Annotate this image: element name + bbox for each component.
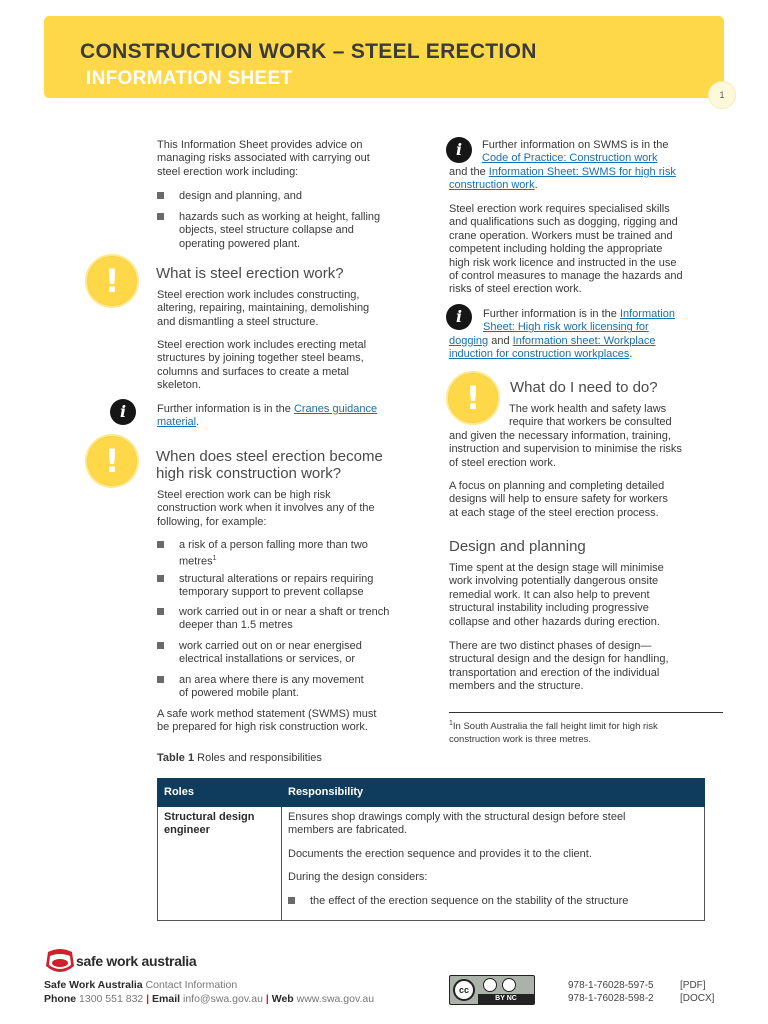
- isbn-pdf: 978-1-76028-597-5 [PDF]: [568, 980, 706, 991]
- swa-logo-icon: [44, 948, 76, 976]
- bullet-square-icon: [157, 676, 164, 683]
- roles-table: [157, 778, 705, 921]
- what-paragraph-1: Steel erection work includes constructing, altering, repairing, maintaining, demolishing and dismantling a steel structure.: [157, 289, 370, 328]
- info-icon: i: [110, 399, 136, 425]
- licensing-info-note: Further information is in the Information Sheet: High risk work licensing for dogging and Information sheet: Workplace induction for construction workplaces.: [449, 308, 675, 361]
- info-icon: i: [446, 137, 472, 163]
- email-link[interactable]: info@swa.gov.au: [182, 993, 263, 1005]
- table-caption: Table 1 Roles and responsibilities: [157, 752, 322, 764]
- list-item: the effect of the erection sequence on the stability of the structure: [288, 895, 698, 908]
- website-link[interactable]: www.swa.gov.au: [296, 993, 375, 1005]
- licensing-dogging-link-cont[interactable]: Sheet: High risk work licensing for: [483, 321, 649, 334]
- cranes-info-note: Further information is in the Cranes guidance material.: [157, 403, 378, 429]
- cranes-guidance-link[interactable]: Cranes guidance: [293, 403, 378, 415]
- need-paragraph-1: The work health and safety laws require that workers be consulted and given the necessary information, training, instruction and supervision to minimise the risks of steel erection work.: [449, 403, 682, 469]
- bullet-square-icon: [288, 897, 295, 904]
- role-cell: Structural design engineer: [158, 807, 282, 921]
- table-header-row: [158, 779, 705, 807]
- code-of-practice-link[interactable]: Code of Practice: Construction work: [482, 152, 658, 165]
- creative-commons-icon[interactable]: cc BY NC: [449, 975, 535, 1005]
- column-header-roles: Roles: [158, 779, 282, 807]
- section-heading-design: Design and planning: [449, 538, 586, 555]
- info-icon: i: [446, 304, 472, 330]
- footer-org-line: Safe Work Australia Contact Information: [44, 979, 238, 991]
- workplace-induction-link[interactable]: Information sheet: Workplace: [512, 334, 656, 347]
- page-subtitle: INFORMATION SHEET: [86, 68, 293, 89]
- what-paragraph-2: Steel erection work includes erecting metal structures by joining together steel beams, columns and surfaces to create a metal skeleton.: [157, 339, 367, 392]
- licensing-dogging-link-end[interactable]: dogging: [449, 334, 489, 347]
- phone-number: 1300 551 832: [79, 993, 144, 1005]
- bullet-square-icon: [157, 608, 164, 615]
- column-header-responsibility: Responsibility: [282, 779, 705, 807]
- high-risk-intro: Steel erection work can be high risk construction work when it involves any of the following, for example:: [157, 489, 375, 528]
- page-number: 1: [708, 81, 736, 109]
- warning-icon: !: [446, 371, 500, 425]
- table-row: [158, 807, 705, 921]
- footnote: $^1$In South Australia the fall height limit for high risk construction work is three metres.: [449, 720, 658, 746]
- responsibility-cell: Ensures shop drawings comply with the structural design before steel members are fabricated. Documents the erection sequence and provides it to the client. During the design considers: the effect of the erection sequence on the stability of the structure: [282, 807, 705, 921]
- skills-paragraph: Steel erection work requires specialised skills and qualifications such as dogging, rigging and crane operation. Workers must be trained and competent including holding the appropriate high risk work licence and instructed in the use of control measures to manage the hazards and risks of steel erection work.: [449, 203, 683, 296]
- title-banner: [44, 16, 724, 98]
- section-heading-high-risk: When does steel erection become high risk construction work?: [156, 448, 383, 482]
- footnote-divider: [449, 712, 723, 713]
- bullet-square-icon: [157, 213, 164, 220]
- design-paragraph-2: There are two distinct phases of design— structural design and the design for handling, transportation and erection of the individual members and the structure.: [449, 640, 669, 693]
- swms-info-sheet-link-cont[interactable]: construction work: [449, 179, 535, 192]
- design-paragraph-1: Time spent at the design stage will minimise work involving potentially dangerous onsite remedial work. It can also help to prevent structural instability including progressive collapse and other hazards during erection.: [449, 562, 664, 628]
- bullet-square-icon: [157, 575, 164, 582]
- isbn-docx: 978-1-76028-598-2 [DOCX]: [568, 993, 715, 1004]
- warning-icon: !: [85, 254, 139, 308]
- workplace-induction-link-cont[interactable]: induction for construction workplaces: [449, 348, 630, 361]
- licensing-dogging-link[interactable]: Information: [619, 308, 675, 320]
- bullet-square-icon: [157, 192, 164, 199]
- cranes-guidance-link-cont[interactable]: material: [157, 416, 197, 429]
- bullet-square-icon: [157, 541, 164, 548]
- warning-icon: !: [85, 434, 139, 488]
- intro-paragraph: This Information Sheet provides advice on managing risks associated with carrying out steel erection work including:: [157, 139, 370, 178]
- section-heading-need: What do I need to do?: [510, 379, 658, 396]
- swms-paragraph: A safe work method statement (SWMS) must be prepared for high risk construction work.: [157, 708, 377, 734]
- swa-logo-text: safe work australia: [76, 953, 197, 969]
- swms-info-note: Further information on SWMS is in the Code of Practice: Construction work and the Information Sheet: SWMS for high risk construction work.: [449, 139, 676, 192]
- need-paragraph-2: A focus on planning and completing detailed designs will help to ensure safety for workers at each stage of the steel erection process.: [449, 480, 668, 519]
- swms-info-sheet-link[interactable]: Information Sheet: SWMS for high risk: [488, 165, 676, 178]
- bullet-square-icon: [157, 642, 164, 649]
- page-title: CONSTRUCTION WORK – STEEL ERECTION: [80, 40, 537, 63]
- footer-contact-line: Phone 1300 551 832 | Email info@swa.gov.au | Web www.swa.gov.au: [44, 993, 375, 1005]
- section-heading-what: What is steel erection work?: [156, 265, 344, 282]
